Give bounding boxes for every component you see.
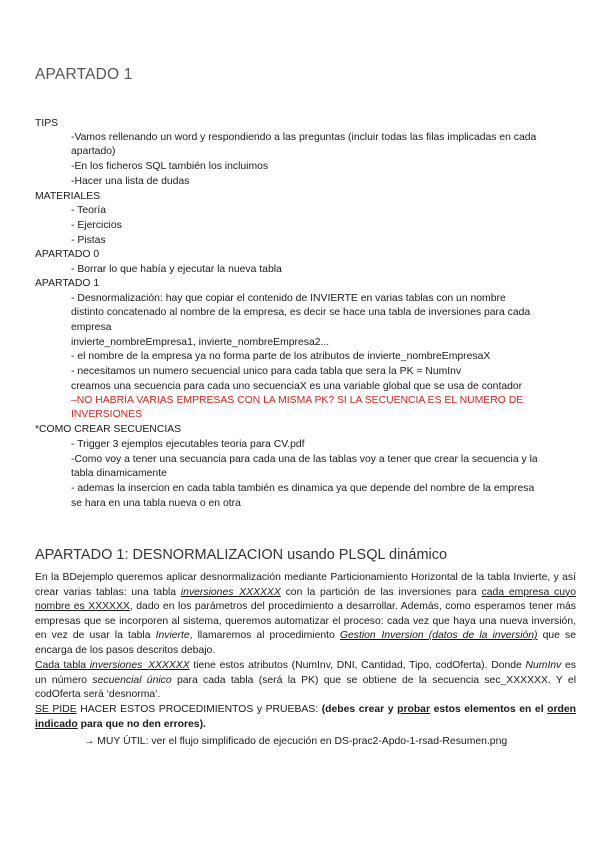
como-crear-line: - ademas la insercion en cada tabla también es dinamica ya que depende del nombre de la empresa (71, 483, 535, 494)
attributes-paragraph: Cada tabla inversiones_XXXXXX tiene estos atributos (NumInv, DNI, Cantidad, Tipo, codOferta). Donde NumInv es un número secuencial único para cada tabla (será la PK) que se obtiene de la secuencia sec_XXXXXX. Y el codOferta será ‘desnorma’. (35, 660, 577, 701)
section-title-apartado-1: APARTADO 1 (35, 66, 133, 83)
materiales-item: - Teoría (71, 205, 107, 216)
apartado1-line: - Desnormalización: hay que copiar el contenido de INVIERTE en varias tablas con un nombre (71, 293, 506, 304)
tips-line: -Vamos rellenando un word y respondiendo a las preguntas (incluir todas las filas implicadas en cada (71, 132, 537, 143)
apartado1-line: invierte_nombreEmpresa1, invierte_nombreEmpresa2... (71, 337, 330, 348)
apartado1-line: distinto concatenado al nombre de la empresa, es decir se hace una tabla de inversiones para cada (71, 307, 531, 318)
materiales-item: - Ejercicios (71, 220, 122, 231)
muy-util-note: → MUY ÚTIL: ver el flujo simplificado de ejecución en DS-prac2-Apdo-1-rsad-Resumen.png (84, 736, 508, 747)
se-pide-paragraph: SE PIDE HACER ESTOS PROCEDIMIENTOS y PRUEBAS: (debes crear y probar estos elementos en el orden indicado para que no den errores). (35, 704, 577, 730)
apartado1-line: creamos una secuencia para cada uno secuenciaX es una variable global que se usa de contador (71, 381, 523, 392)
apartado1-line: - necesitamos un numero secuencial unico para cada tabla que sera la PK = NumInv (71, 366, 462, 377)
como-crear-line: -Como voy a tener una secuancia para cada una de las tablas voy a tener que crear la secuencia y la (71, 454, 538, 465)
section-title-desnormalizacion: APARTADO 1: DESNORMALIZACION usando PLSQL dinámico (35, 547, 448, 563)
apartado1-question: INVERSIONES (71, 409, 143, 420)
apartado1-line: - el nombre de la empresa ya no forma parte de los atributos de invierte_nombreEmpresaX (71, 351, 491, 362)
apartado1-question: –NO HABRÍA VARIAS EMPRESAS CON LA MISMA PK? SI LA SECUENCIA ES EL NUMERO DE (71, 395, 524, 406)
materiales-item: - Pistas (71, 235, 106, 246)
tips-line: apartado) (71, 146, 116, 157)
apartado0-line: - Borrar lo que había y ejecutar la nueva tabla (71, 264, 282, 275)
tips-header: TIPS (35, 118, 59, 129)
como-crear-line: se hara en una tabla nueva o en otra (71, 498, 241, 509)
tips-line: -Hacer una lista de dudas (71, 176, 190, 187)
materiales-header: MATERIALES (35, 191, 101, 202)
como-crear-line: - Trigger 3 ejemplos ejecutables teoria para CV.pdf (71, 439, 305, 450)
intro-paragraph: En la BDejemplo queremos aplicar desnormalización mediante Particionamiento Horizontal de la tabla Invierte, y así crear varias tablas: una tabla inversiones_XXXXXX con la partición de las inversiones para cada empresa cuyo nombre es XXXXXX, dado en los parámetros del procedimiento a desarrollar. Además, como esperamos tener más empresas que se incorporen al sistema, queremos automatizar el proceso: cada vez que haya una nueva inversión, en vez de usar la tabla Invierte, llamaremos al procedimiento Gestion_Inversion (datos de la inversión) que se encarga de los pasos descritos debajo. (35, 572, 577, 656)
como-crear-header: *COMO CREAR SECUENCIAS (35, 424, 182, 435)
como-crear-line: tabla dinamicamente (71, 468, 167, 479)
tips-line: -En los ficheros SQL también los incluimos (71, 161, 269, 172)
apartado1-line: empresa (71, 322, 112, 333)
apartado0-header: APARTADO 0 (35, 249, 100, 260)
apartado1-header: APARTADO 1 (35, 278, 100, 289)
